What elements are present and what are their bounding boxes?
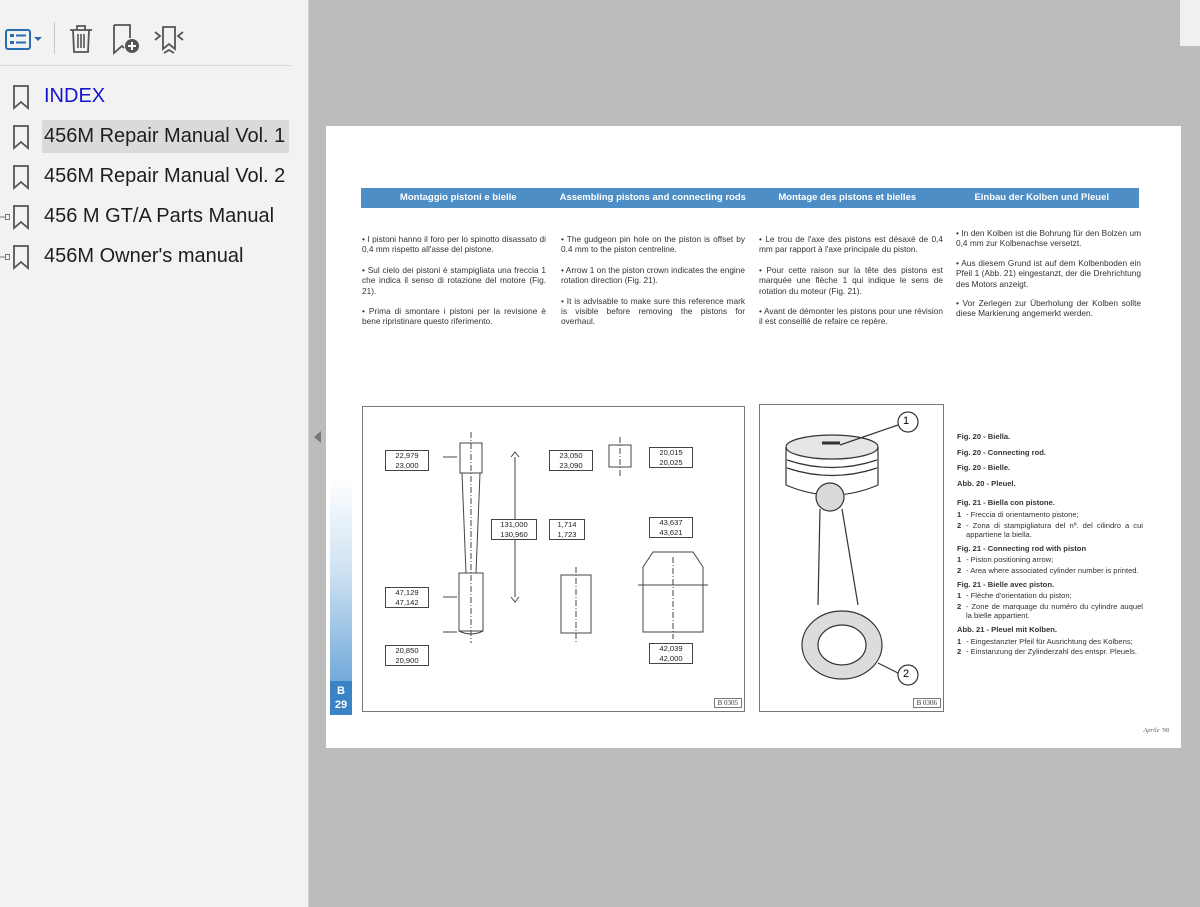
- bookmark-label[interactable]: 456 M GT/A Parts Manual: [44, 205, 275, 227]
- bookmark-list: [0, 76, 300, 276]
- bookmark-item-repair-manual-vol-2[interactable]: [0, 156, 300, 196]
- add-bookmark-icon: [109, 22, 141, 56]
- paragraph: • The gudgeon pin hole on the piston is offset by 0.4 mm to the piston centreline.: [561, 234, 745, 255]
- header-italian: Montaggio pistoni e bielle: [399, 192, 517, 203]
- caption-item: 2 - Einstanzung der Zylinderzahl des entspr. Pleuels.: [957, 647, 1137, 657]
- caption-item: 2 - Area where associated cylinder number is printed.: [957, 565, 1139, 575]
- caption-item: 1 - Flèche d'orientation du piston;: [957, 591, 1072, 601]
- header-german: Einbau der Kolben und Pleuel: [974, 192, 1110, 203]
- page-number: 29: [334, 699, 348, 711]
- text-column-english: [561, 234, 745, 337]
- caption-item: 2 - Zone de marquage du numéro du cylindre auquel la bielle appartient.: [957, 601, 1143, 621]
- caption-fig20-de: Abb. 20 - Pleuel.: [957, 478, 1016, 488]
- paragraph: • Arrow 1 on the piston crown indicates the engine rotation direction (Fig. 21).: [561, 264, 745, 286]
- paragraph: • Pour cette raison sur la tête des pistons est marquée une flèche 1 qui indique le sens de rotation du moteur (Fig. 21).: [759, 264, 943, 296]
- header-english: Assembling pistons and connecting rods: [559, 192, 746, 203]
- page-footer-date: Aprile '98: [1143, 727, 1169, 734]
- toolbar-separator: [54, 22, 55, 54]
- delete-bookmark-button[interactable]: [64, 20, 98, 58]
- dimension-label: 131,000 130,960: [491, 519, 537, 540]
- bookmark-icon: [10, 124, 32, 150]
- caption-fig20-it: Fig. 20 - Biella.: [957, 432, 1011, 441]
- trash-icon: [67, 23, 95, 55]
- expand-tree-icon[interactable]: [0, 209, 10, 225]
- vertical-scrollbar[interactable]: [1180, 0, 1200, 46]
- list-options-icon: [3, 26, 43, 52]
- callout-1: 1: [903, 415, 910, 427]
- text-column-german: [956, 228, 1141, 328]
- figure-code: B 0306: [913, 698, 941, 708]
- dimension-label: 47,129 47,142: [385, 587, 429, 608]
- bookmark-icon: [10, 84, 32, 110]
- dimension-label: 23,050 23,090: [549, 450, 593, 471]
- piston-rod-drawing: [760, 405, 945, 713]
- callout-2: 2: [903, 668, 910, 680]
- bookmark-icon: [10, 164, 32, 190]
- caption-title: Fig. 21 - Biella con pistone.: [957, 498, 1055, 508]
- caption-item: 1 - Eingestanzter Pfeil für Ausrichtung des Kolbens;: [957, 636, 1133, 646]
- bookmark-icon: [10, 204, 32, 230]
- figure-20-connecting-rod: [362, 406, 745, 712]
- caption-item: 1 - Piston positioning arrow;: [957, 555, 1054, 565]
- bookmark-label[interactable]: 456M Repair Manual Vol. 2: [44, 165, 286, 187]
- figure-code: B 0305: [714, 698, 742, 708]
- paragraph: • Avant de démonter les pistons pour une révision il est conseillé de refaire ce repère.: [759, 306, 943, 327]
- caption-fig20-en: Fig. 20 - Connecting rod.: [957, 447, 1047, 457]
- paragraph: • I pistoni hanno il foro per lo spinotto disassato di 0,4 mm rispetto all'asse del pistone.: [362, 234, 546, 255]
- paragraph: • It is advisable to make sure this reference mark is visible before removing the pistons for overhaul.: [561, 295, 745, 327]
- paragraph: • Vor Zerlegen zur Überholung der Kolben sollte diese Markierung angemerkt werden.: [956, 298, 1141, 319]
- bookmark-label[interactable]: 456M Repair Manual Vol. 1: [42, 120, 289, 153]
- bookmark-label[interactable]: INDEX: [44, 85, 106, 107]
- paragraph: • In den Kolben ist die Bohrung für den Bolzen um 0,4 mm zur Kolbenachse versetzt.: [956, 228, 1141, 249]
- dimension-label: 42,039 42,000: [649, 643, 693, 664]
- dimension-label: 22,979 23,000: [385, 450, 429, 471]
- paragraph: • Le trou de l'axe des pistons est désaxé de 0,4 mm par rapport à l'axe principale du piston.: [759, 234, 943, 255]
- header-french: Montage des pistons et bielles: [778, 192, 917, 203]
- caption-item: 2 - Zona di stampigliatura del nº. del cilindro a cui appartiene la biella.: [957, 520, 1143, 540]
- figure-21-piston-with-rod: [759, 404, 944, 712]
- bookmark-item-owners-manual[interactable]: [0, 236, 300, 276]
- text-column-italian: [362, 234, 546, 337]
- bookmarks-panel: [0, 0, 309, 907]
- caption-title: Fig. 21 - Bielle avec piston.: [957, 579, 1055, 589]
- document-page: [326, 126, 1181, 748]
- list-options-button[interactable]: [0, 20, 46, 58]
- text-column-french: [759, 234, 943, 337]
- paragraph: • Aus diesem Grund ist auf dem Kolbenboden ein Pfeil 1 (Abb. 21) eingestanzt, der die Drehrichtung des Motors anzeigt.: [956, 257, 1141, 289]
- add-bookmark-button[interactable]: [106, 20, 144, 58]
- paragraph: • Sul cielo dei pistoni è stampigliata una freccia 1 che indica il senso di rotazione del motore (Fig. 21).: [362, 264, 546, 296]
- section-header-bar: [361, 188, 1139, 208]
- caption-title: Fig. 21 - Connecting rod with piston: [957, 543, 1087, 553]
- bookmarks-toolbar: [0, 0, 292, 66]
- page-side-strip: [330, 476, 352, 714]
- bookmark-label[interactable]: 456M Owner's manual: [44, 245, 244, 267]
- bookmark-icon: [10, 244, 32, 270]
- page-number-tab: [330, 681, 352, 715]
- collapse-panel-icon[interactable]: [312, 430, 322, 444]
- bookmark-item-index[interactable]: [0, 76, 300, 116]
- caption-item: 1 - Freccia di orientamento pistone;: [957, 509, 1079, 519]
- section-letter: B: [337, 685, 345, 697]
- paragraph: • Prima di smontare i pistoni per la revisione è bene ripristinare questo riferimento.: [362, 306, 546, 327]
- dimension-label: 20,015 20,025: [649, 447, 693, 468]
- dimension-label: 20,850 20,900: [385, 645, 429, 666]
- expand-bookmark-icon: [152, 22, 186, 56]
- dimension-label: 43,637 43,621: [649, 517, 693, 538]
- figure-captions: [957, 432, 1143, 658]
- bookmark-item-repair-manual-vol-1[interactable]: [0, 116, 300, 156]
- expand-tree-icon[interactable]: [0, 249, 10, 265]
- expand-bookmark-button[interactable]: [150, 20, 188, 58]
- bookmark-item-parts-manual[interactable]: [0, 196, 300, 236]
- caption-title: Abb. 21 - Pleuel mit Kolben.: [957, 624, 1057, 634]
- dimension-label: 1,714 1,723: [549, 519, 585, 540]
- caption-fig20-fr: Fig. 20 - Bielle.: [957, 463, 1011, 473]
